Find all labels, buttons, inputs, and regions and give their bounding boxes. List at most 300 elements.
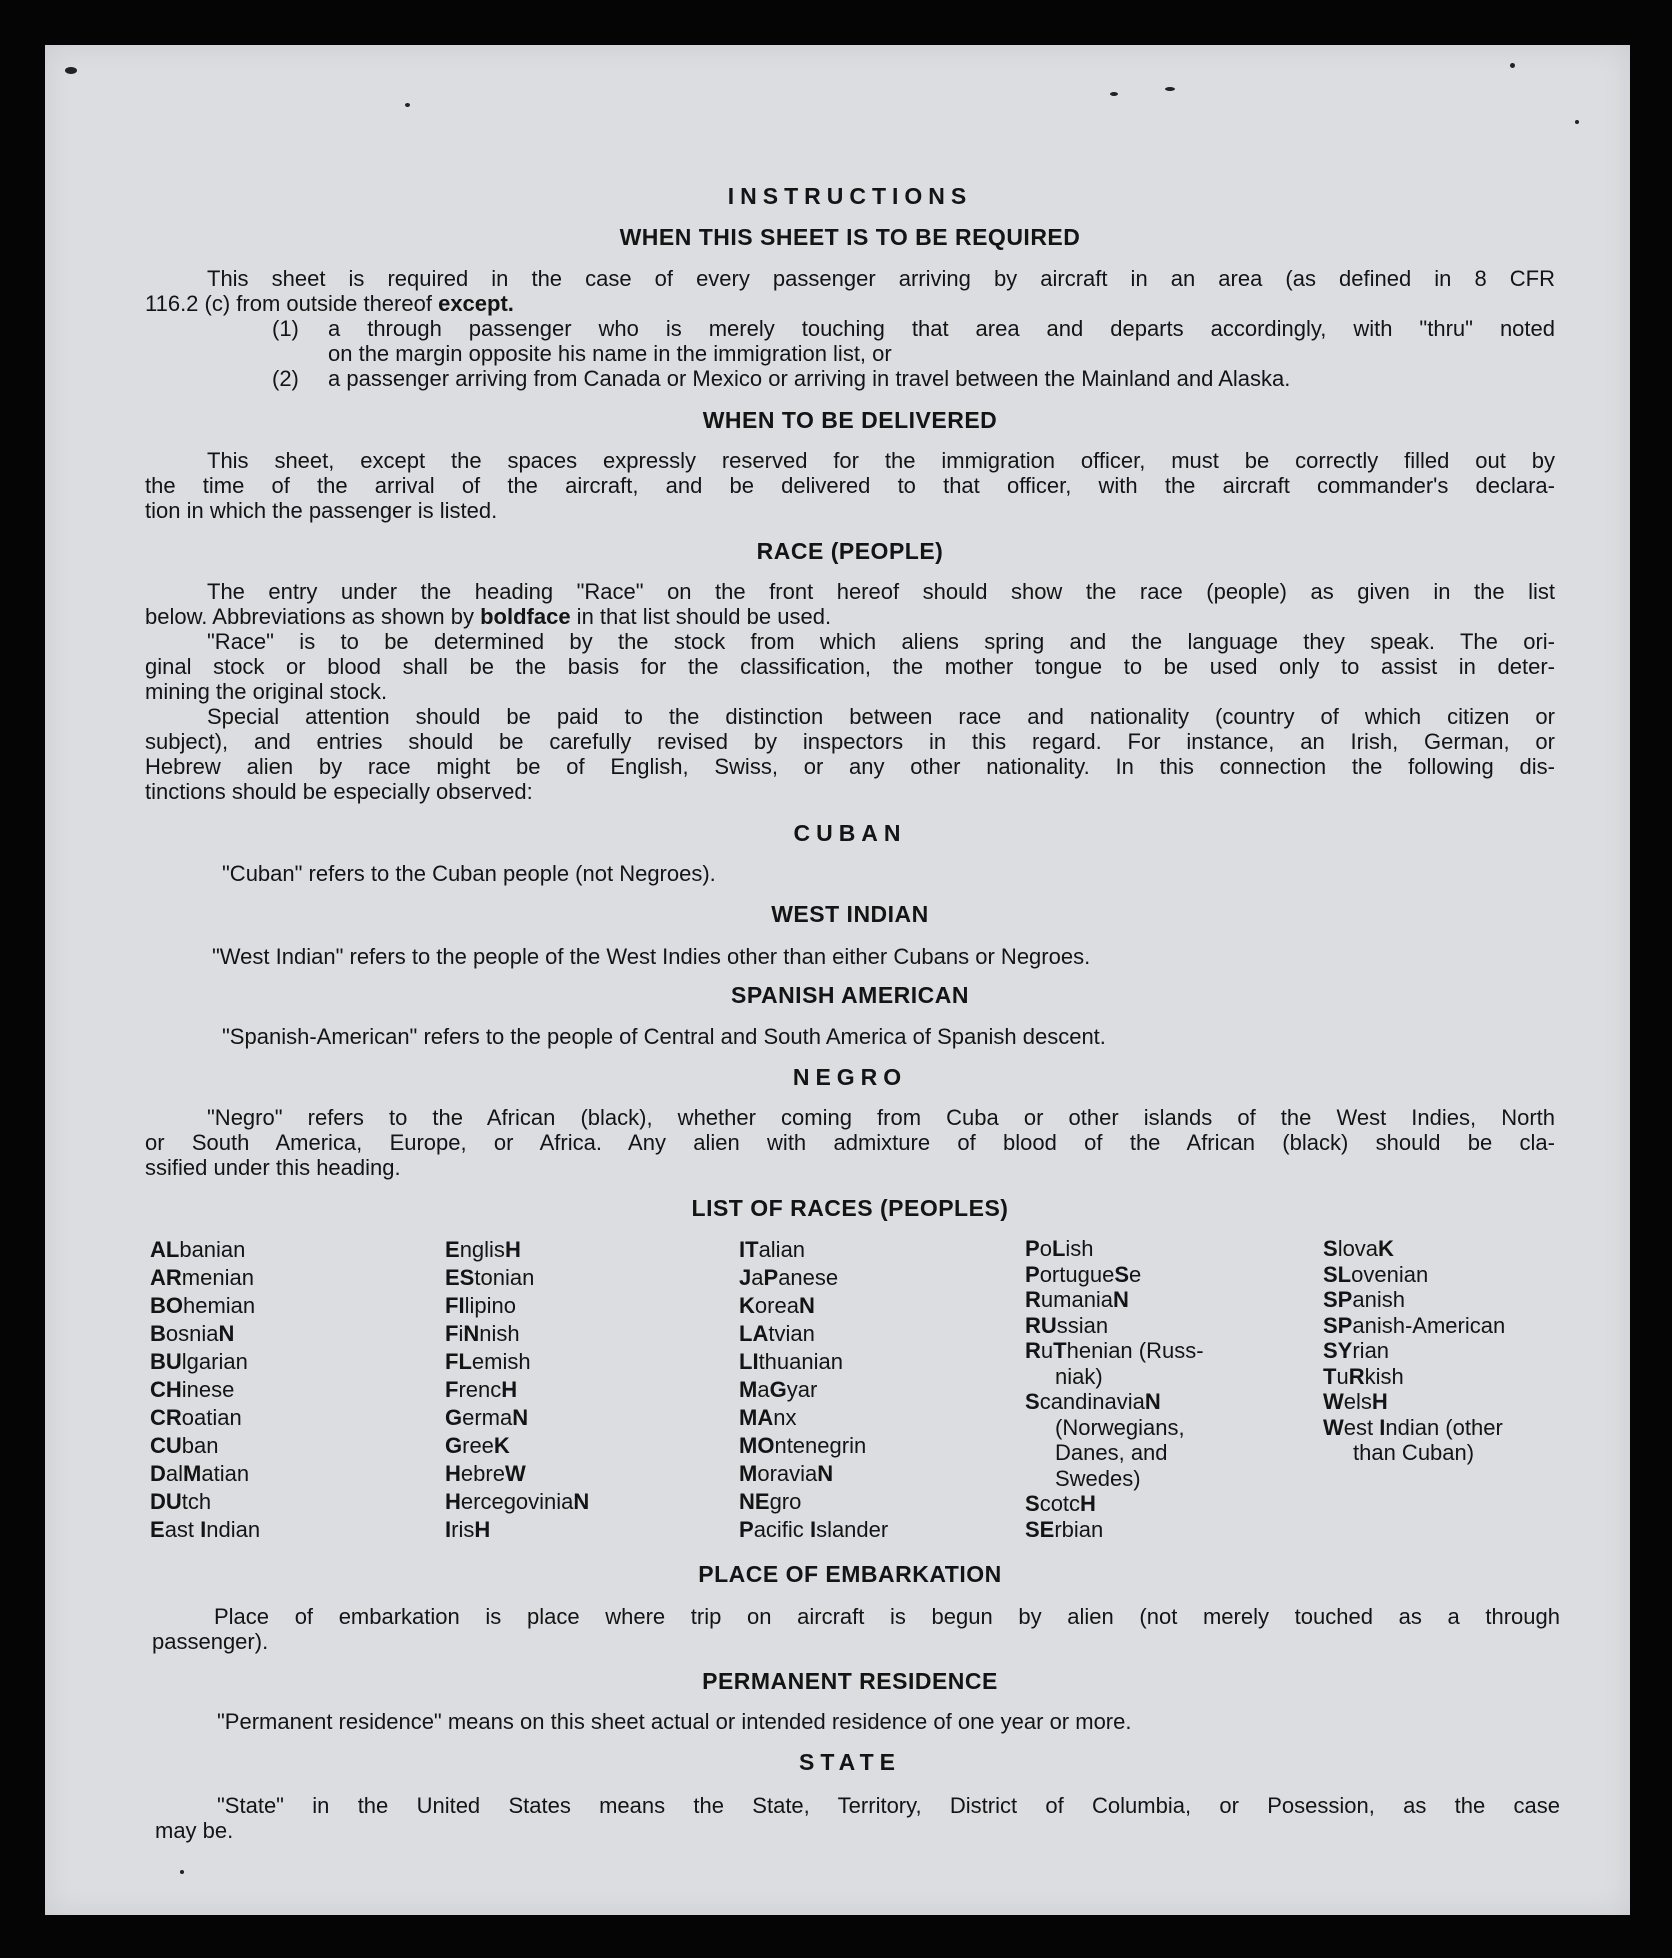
heading-when-required: WHEN THIS SHEET IS TO BE REQUIRED (619, 224, 1081, 250)
abbreviation-letters: BU (150, 1349, 182, 1374)
text-line (145, 604, 1555, 629)
race-name-segment: u (1040, 1338, 1054, 1363)
race-entry-line (445, 1292, 589, 1320)
race-name-segment: els (1343, 1389, 1372, 1414)
text-segment: The entry under the heading "Race" on the front hereof should show the race (people) as given in the list (207, 579, 1555, 604)
race-name-segment: than Cuban) (1353, 1440, 1475, 1465)
race-name-segment: rian (1352, 1338, 1390, 1363)
race-column (150, 1236, 260, 1544)
text-segment: a passenger arriving from Canada or Mexico or arriving in travel between the Mainland and Alaska. (328, 366, 1291, 391)
race-entry-line (739, 1264, 888, 1292)
heading-spanish-american: SPANISH AMERICAN (730, 982, 969, 1008)
race-entry-line (739, 1348, 888, 1376)
abbreviation-letters: S (1025, 1491, 1040, 1516)
abbreviation-letters: RU (1025, 1312, 1057, 1338)
race-entry-line (1025, 1415, 1204, 1441)
title-heading: INSTRUCTIONS (727, 183, 973, 209)
abbreviation-letters: S (1323, 1236, 1338, 1261)
abbreviation-letters: G (445, 1433, 463, 1458)
abbreviation-letters: H (504, 1237, 521, 1262)
text-segment: subject), and entries should be carefully revised by inspectors in this regard. For instance, an Irish, German, or (145, 729, 1555, 754)
race-entry (1025, 1389, 1204, 1491)
race-name-segment: yar (786, 1377, 818, 1402)
text-segment: This sheet is required in the case of every passenger arriving by aircraft in an area (as defined in 8 CFR (207, 266, 1555, 291)
abbreviation-letters: R (1348, 1363, 1365, 1389)
heading-list-of-races: LIST OF RACES (PEOPLES) (691, 1195, 1009, 1221)
heading-place-of-embarkation: PLACE OF EMBARKATION (698, 1561, 1002, 1587)
abbreviation-letters: H (501, 1377, 518, 1402)
race-name-segment: u (1336, 1363, 1349, 1389)
abbreviation-letters: S (1025, 1389, 1040, 1414)
abbreviation-letters: E (445, 1237, 460, 1262)
text-line (145, 266, 1555, 291)
abbreviation-letters: NE (739, 1489, 770, 1514)
race-entry (739, 1488, 888, 1516)
race-entry-line (1025, 1440, 1204, 1466)
race-entry-line (739, 1404, 888, 1432)
abbreviation-letters: T (1323, 1363, 1337, 1389)
race-entry-line (445, 1460, 589, 1488)
text-segment: or South America, Europe, or Africa. Any alien with admixture of blood of the African (black) should be cla- (145, 1130, 1555, 1155)
race-entry (150, 1236, 260, 1264)
abbreviation-letters: MO (739, 1433, 775, 1458)
abbreviation-letters: N (1144, 1389, 1161, 1414)
abbreviation-letters: H (474, 1517, 491, 1542)
abbreviation-letters: IT (739, 1237, 759, 1262)
race-name-segment: lova (1337, 1236, 1379, 1261)
race-entry (1323, 1287, 1505, 1313)
race-entry (739, 1292, 888, 1320)
race-name-segment: o (1039, 1236, 1052, 1261)
text-segment: "Race" is to be determined by the stock from which aliens spring and the language they speak. The ori- (207, 629, 1555, 654)
race-entry (150, 1404, 260, 1432)
race-entry-line (445, 1488, 589, 1516)
race-name-segment: oravia (757, 1461, 818, 1486)
race-name-segment: hemian (183, 1293, 256, 1318)
abbreviation-letters: N (512, 1405, 529, 1430)
race-name-segment: ssian (1056, 1312, 1109, 1338)
race-entry (739, 1376, 888, 1404)
race-name-segment: gro (769, 1489, 802, 1514)
abbreviation-letters: J (739, 1265, 752, 1290)
race-entry-line (445, 1236, 589, 1264)
race-entry (1025, 1491, 1204, 1517)
text-line (145, 473, 1555, 498)
race-name-segment: e (1129, 1261, 1142, 1287)
race-name-segment: nx (773, 1405, 797, 1430)
abbreviation-letters: FI (445, 1293, 465, 1318)
race-name-segment: tvian (768, 1321, 815, 1346)
race-entry-line (1323, 1236, 1505, 1262)
race-entry (1025, 1313, 1204, 1339)
race-entry-line (445, 1264, 589, 1292)
race-name-segment: Danes, and (1055, 1440, 1168, 1465)
race-entry-line (739, 1488, 888, 1516)
text-line (155, 1818, 1560, 1843)
race-entry (445, 1488, 589, 1516)
race-name-segment: oatian (181, 1405, 242, 1430)
race-entry-line (1323, 1287, 1505, 1313)
race-entry-line (150, 1264, 260, 1292)
heading-race: RACE (PEOPLE) (756, 538, 944, 564)
race-name-segment: osnia (165, 1321, 219, 1346)
race-name-segment: rbian (1054, 1516, 1104, 1542)
race-name-segment: niak) (1055, 1363, 1103, 1389)
race-entry-line (150, 1292, 260, 1320)
delivered-paragraph (145, 448, 1555, 523)
abbreviation-letters: P (1025, 1261, 1040, 1287)
race-name-segment: renc (458, 1377, 502, 1402)
race-name-segment: ndian (206, 1517, 261, 1542)
abbreviation-letters: ES (445, 1265, 475, 1290)
race-name-segment: ebre (460, 1461, 505, 1486)
text-segment: Hebrew alien by race might be of English, Swiss, or any other nationality. In this connection the following dis- (145, 754, 1555, 779)
text-line (145, 779, 1555, 804)
race-entry-line (1323, 1262, 1505, 1288)
race-name-segment: slander (816, 1517, 889, 1542)
text-segment: tion in which the passenger is listed. (145, 498, 498, 523)
abbreviation-letters: L (1051, 1236, 1066, 1261)
race-name-segment: ish (1065, 1236, 1094, 1261)
race-name-segment: tch (181, 1489, 212, 1514)
text-line (145, 729, 1555, 754)
spanish-american-text: "Spanish-American" refers to the people of Central and South America of Spanish descent. (222, 1024, 1106, 1049)
race-entry (739, 1320, 888, 1348)
race-name-segment: ercegovinia (460, 1489, 574, 1514)
race-entry (1025, 1236, 1204, 1262)
heading-negro: NEGRO (792, 1064, 908, 1090)
race-name-segment: al (165, 1461, 184, 1486)
race-entry-line (1323, 1415, 1505, 1441)
text-line (145, 679, 1555, 704)
abbreviation-letters: T (1053, 1338, 1067, 1363)
race-entry (1323, 1389, 1505, 1415)
abbreviation-letters: BO (150, 1293, 183, 1318)
text-segment: the time of the arrival of the aircraft, and be delivered to that officer, with the aircraft commander's declara- (145, 473, 1555, 498)
abbreviation-letters: CH (150, 1377, 182, 1402)
race-entry (739, 1236, 888, 1264)
race-name-segment: i (458, 1321, 464, 1346)
race-name-segment: umania (1040, 1287, 1114, 1312)
race-name-segment: tonian (474, 1265, 535, 1290)
race-entry (150, 1264, 260, 1292)
race-name-segment: a (757, 1377, 770, 1402)
text-segment: a through passenger who is merely touching that area and departs accordingly, with "thru" noted (328, 316, 1555, 341)
text-segment: below. Abbreviations as shown by (145, 604, 481, 629)
race-entry-line (1025, 1517, 1204, 1543)
race-name-segment: candinavia (1039, 1389, 1145, 1414)
text-line (145, 1105, 1555, 1130)
heading-permanent-residence: PERMANENT RESIDENCE (702, 1668, 998, 1694)
race-entry (150, 1432, 260, 1460)
race-column (1323, 1236, 1505, 1466)
race-entry-line (150, 1320, 260, 1348)
abbreviation-letters: SY (1323, 1338, 1353, 1363)
race-entry (1323, 1415, 1505, 1466)
race-entry (150, 1460, 260, 1488)
abbreviation-letters: P (739, 1517, 754, 1542)
abbreviation-letters: H (445, 1489, 461, 1514)
text-line (152, 1629, 1560, 1654)
race-name-segment: (Norwegians, (1055, 1414, 1185, 1440)
heading-state: STATE (799, 1749, 901, 1775)
race-name-segment: henian (Russ- (1066, 1338, 1204, 1363)
race-entry (1323, 1262, 1505, 1288)
abbreviation-letters: G (445, 1405, 463, 1430)
race-name-segment: banian (179, 1237, 246, 1262)
text-line (145, 1155, 1555, 1180)
race-entry-line (739, 1236, 888, 1264)
race-entry-line (1323, 1440, 1505, 1466)
abbreviation-letters: W (504, 1461, 526, 1486)
text-line (152, 1604, 1560, 1629)
abbreviation-letters: SP (1323, 1287, 1353, 1312)
abbreviation-letters: R (1025, 1287, 1041, 1312)
race-name-segment: alian (758, 1237, 806, 1262)
race-entry (739, 1460, 888, 1488)
text-line (145, 1130, 1555, 1155)
race-entry (739, 1432, 888, 1460)
abbreviation-letters: F (445, 1321, 459, 1346)
race-entry-line (1025, 1466, 1204, 1492)
race-entry (150, 1292, 260, 1320)
race-name-segment: orea (754, 1293, 799, 1318)
text-line (145, 629, 1555, 654)
abbreviation-letters: H (445, 1461, 461, 1486)
text-segment: may be. (155, 1818, 234, 1843)
race-name-segment: nish (479, 1321, 520, 1346)
race-name-segment: a (751, 1265, 764, 1290)
item-number: (1) (272, 316, 299, 341)
race-entry-line (1025, 1491, 1204, 1517)
race-column (1025, 1236, 1204, 1542)
race-name-segment: ortugue (1039, 1261, 1115, 1287)
text-segment: on the margin opposite his name in the immigration list, or (328, 341, 892, 366)
text-line (145, 579, 1555, 604)
race-name-segment: nglis (459, 1237, 505, 1262)
heading-when-delivered: WHEN TO BE DELIVERED (702, 407, 998, 433)
race-name-segment: emish (471, 1349, 531, 1374)
abbreviation-letters: M (183, 1461, 202, 1486)
race-entry (739, 1348, 888, 1376)
race-entry (1025, 1287, 1204, 1313)
race-name-segment: lipino (464, 1293, 516, 1318)
race-entry (150, 1376, 260, 1404)
race-entry-line (445, 1516, 589, 1544)
text-line (145, 654, 1555, 679)
race-name-segment: acific (753, 1517, 810, 1542)
text-segment: ginal stock or blood shall be the basis for the classification, the mother tongue to be used only to assist in deter- (145, 654, 1555, 679)
abbreviation-letters: I (809, 1517, 817, 1542)
abbreviation-letters: P (763, 1265, 779, 1290)
abbreviation-letters: K (493, 1433, 510, 1458)
text-segment: in that list should be used. (570, 604, 832, 629)
abbreviation-letters: W (1323, 1414, 1344, 1440)
text-line (145, 498, 1555, 523)
race-name-segment: anish (1352, 1287, 1405, 1312)
text-line (145, 448, 1555, 473)
abbreviation-letters: N (218, 1321, 235, 1346)
abbreviation-letters: W (1323, 1389, 1344, 1414)
item-number: (2) (272, 366, 299, 391)
race-name-segment: ree (462, 1433, 494, 1458)
race-entry (1025, 1517, 1204, 1543)
race-name-segment: cotc (1039, 1491, 1081, 1516)
race-entry (1025, 1262, 1204, 1288)
abbreviation-letters: SP (1323, 1312, 1353, 1338)
bold-text: except. (438, 291, 514, 316)
abbreviation-letters: AL (150, 1237, 180, 1262)
race-entry-line (739, 1320, 888, 1348)
heading-west-indian: WEST INDIAN (771, 901, 929, 927)
race-entry-line (1323, 1364, 1505, 1390)
race-entry (1025, 1338, 1204, 1389)
race-entry-line (445, 1320, 589, 1348)
abbreviation-letters: M (739, 1377, 758, 1402)
race-entry (150, 1320, 260, 1348)
text-segment: passenger). (152, 1629, 269, 1654)
race-name-segment: Swedes) (1055, 1465, 1141, 1491)
abbreviation-letters: FL (445, 1349, 472, 1374)
abbreviation-letters: SE (1025, 1516, 1055, 1542)
race-entry (445, 1404, 589, 1432)
race-entry-line (739, 1516, 888, 1544)
cuban-text: "Cuban" refers to the Cuban people (not Negroes). (222, 861, 716, 886)
state-paragraph (155, 1793, 1560, 1843)
race-entry-line (445, 1376, 589, 1404)
race-entry-line (150, 1432, 260, 1460)
race-entry-line (1323, 1338, 1505, 1364)
race-name-segment: thuanian (758, 1349, 843, 1374)
race-entry-line (150, 1516, 260, 1544)
race-name-segment: est (1343, 1414, 1380, 1440)
text-segment: Place of embarkation is place where trip on aircraft is begun by alien (not merely touched as a through (214, 1604, 1560, 1629)
race-entry-line (150, 1460, 260, 1488)
race-name-segment: inese (181, 1377, 235, 1402)
race-entry-line (1025, 1338, 1204, 1364)
race-entry (739, 1404, 888, 1432)
race-entry (150, 1348, 260, 1376)
abbreviation-letters: P (1025, 1236, 1040, 1261)
text-line (145, 316, 1555, 341)
abbreviation-letters: MA (739, 1405, 774, 1430)
embarkation-paragraph (152, 1604, 1560, 1654)
race-entry (1323, 1364, 1505, 1390)
abbreviation-letters: B (150, 1321, 166, 1346)
race-entry-line (1323, 1313, 1505, 1339)
race-entry-line (150, 1404, 260, 1432)
abbreviation-letters: K (739, 1293, 755, 1318)
race-entry-line (1025, 1236, 1204, 1262)
race-entry (150, 1516, 260, 1544)
race-entry-line (150, 1488, 260, 1516)
race-entry (445, 1264, 589, 1292)
text-line (145, 704, 1555, 729)
abbreviation-letters: E (150, 1517, 165, 1542)
abbreviation-letters: I (1379, 1414, 1386, 1440)
abbreviation-letters: S (1114, 1261, 1129, 1287)
abbreviation-letters: K (1378, 1236, 1394, 1261)
race-entry-line (445, 1348, 589, 1376)
race-entry (739, 1516, 888, 1544)
race-entry-line (739, 1460, 888, 1488)
text-segment: Special attention should be paid to the distinction between race and nationality (country of which citizen or (207, 704, 1555, 729)
text-line (145, 366, 1555, 391)
race-entry-line (1025, 1287, 1204, 1313)
race-entry-line (150, 1236, 260, 1264)
abbreviation-letters: H (1080, 1491, 1096, 1516)
west-indian-text: "West Indian" refers to the people of the West Indies other than either Cubans or Negroes. (212, 944, 1091, 969)
text-segment: "Negro" refers to the African (black), whether coming from Cuba or other islands of the West Indies, North (207, 1105, 1555, 1130)
bold-text: boldface (480, 604, 571, 629)
race-column (445, 1236, 589, 1544)
abbreviation-letters: F (445, 1377, 459, 1402)
negro-paragraph (145, 1105, 1555, 1180)
race-entry (445, 1376, 589, 1404)
abbreviation-letters: I (200, 1517, 207, 1542)
race-paragraph (145, 579, 1555, 804)
abbreviation-letters: SL (1323, 1261, 1352, 1287)
abbreviation-letters: N (798, 1293, 815, 1318)
race-column (739, 1236, 888, 1544)
text-line (155, 1793, 1560, 1818)
abbreviation-letters: AR (150, 1265, 182, 1290)
race-entry-line (739, 1432, 888, 1460)
race-name-segment: ovenian (1351, 1261, 1429, 1287)
abbreviation-letters: N (1113, 1287, 1129, 1312)
abbreviation-letters: N (463, 1321, 480, 1346)
required-paragraph (145, 266, 1555, 391)
race-entry (445, 1432, 589, 1460)
race-name-segment: menian (181, 1265, 254, 1290)
abbreviation-letters: DU (150, 1489, 182, 1514)
abbreviation-letters: I (445, 1517, 452, 1542)
residence-text: "Permanent residence" means on this sheet actual or intended residence of one year or more. (217, 1709, 1132, 1734)
text-line (145, 291, 1555, 316)
text-segment: 116.2 (c) from outside thereof (145, 291, 439, 316)
race-entry (445, 1320, 589, 1348)
abbreviation-letters: N (573, 1489, 590, 1514)
abbreviation-letters: R (1025, 1338, 1041, 1363)
race-name-segment: lgarian (181, 1349, 248, 1374)
race-entry-line (150, 1376, 260, 1404)
race-entry (739, 1264, 888, 1292)
text-segment: This sheet, except the spaces expressly reserved for the immigration officer, must be correctly filled out by (207, 448, 1555, 473)
text-segment: "State" in the United States means the State, Territory, District of Columbia, or Posession, as the case (217, 1793, 1560, 1818)
race-name-segment: ban (181, 1433, 219, 1458)
abbreviation-letters: LI (739, 1349, 759, 1374)
race-entry (445, 1516, 589, 1544)
race-entry-line (150, 1348, 260, 1376)
abbreviation-letters: G (769, 1377, 787, 1402)
race-entry-line (1025, 1313, 1204, 1339)
race-name-segment: atian (201, 1461, 250, 1486)
race-entry-line (739, 1376, 888, 1404)
race-entry (150, 1488, 260, 1516)
abbreviation-letters: N (817, 1461, 834, 1486)
text-line (145, 754, 1555, 779)
abbreviation-letters: H (1371, 1389, 1388, 1414)
text-segment: mining the original stock. (145, 679, 388, 704)
race-entry-line (445, 1404, 589, 1432)
race-name-segment: ndian (other (1385, 1414, 1503, 1440)
race-entry (1323, 1236, 1505, 1262)
race-entry (445, 1348, 589, 1376)
abbreviation-letters: M (739, 1461, 758, 1486)
abbreviation-letters: D (150, 1461, 166, 1486)
abbreviation-letters: CU (150, 1433, 182, 1458)
race-name-segment: ntenegrin (774, 1433, 867, 1458)
